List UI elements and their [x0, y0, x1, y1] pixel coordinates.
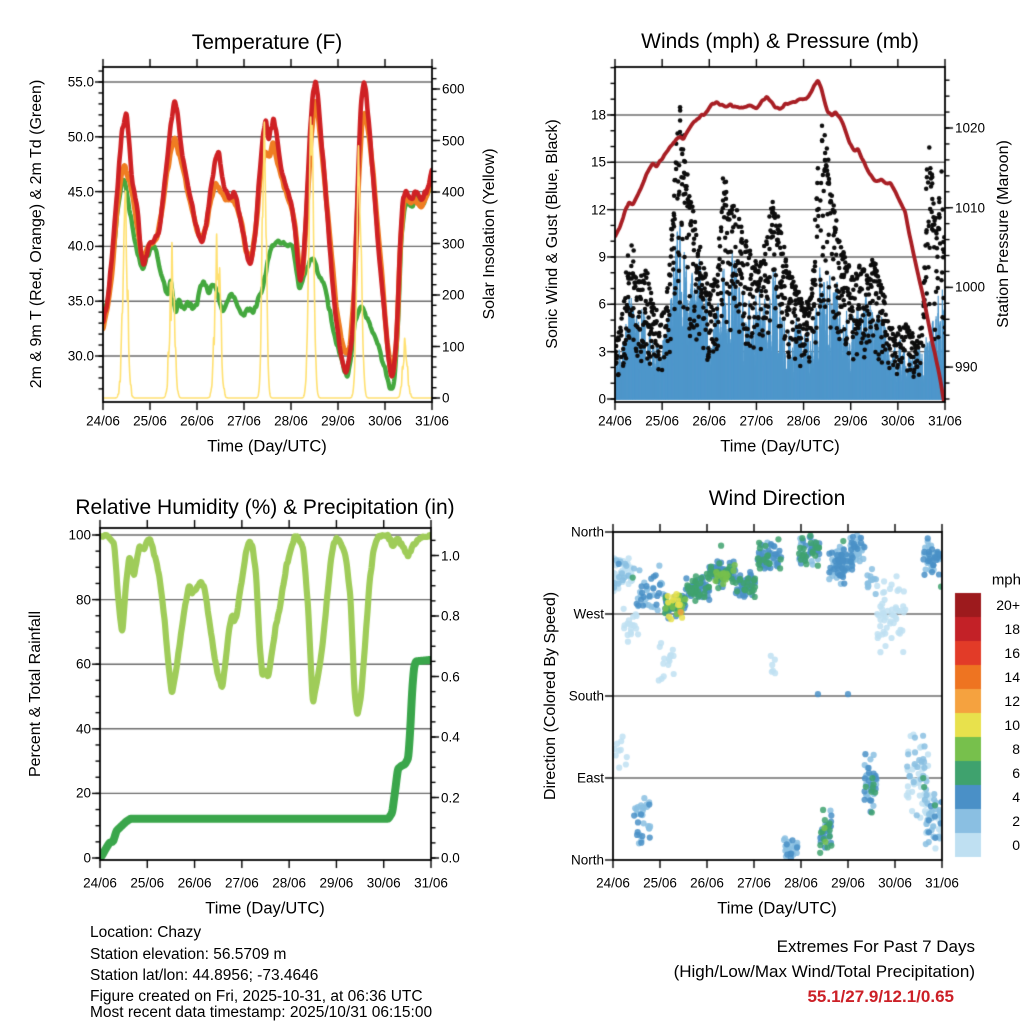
colorbar-tick-label: 0 [1012, 837, 1020, 853]
y-tick-label-right: 0.2 [441, 790, 460, 805]
colorbar-tick-label: 20+ [996, 597, 1020, 613]
x-tick-label: 29/06 [833, 413, 868, 429]
y-axis-label-wind-left: Sonic Wind & Gust (Blue, Black) [544, 119, 561, 349]
chart-title-humidity-precip: Relative Humidity (%) & Precipitation (in) [75, 496, 455, 519]
y-tick-label-left: West [573, 606, 604, 622]
x-axis-label-humidity: Time (Day/UTC) [205, 899, 325, 918]
y-tick-label-left: 60 [75, 656, 91, 672]
y-tick-label-left: 3 [598, 344, 606, 360]
y-tick-label-right: 500 [442, 133, 465, 148]
chart-title-wind-direction: Wind Direction [708, 487, 846, 510]
footer-latlon: Station lat/lon: 44.8956; -73.4646 [90, 967, 319, 984]
x-tick-label: 28/06 [272, 875, 307, 891]
x-tick-label: 25/06 [645, 413, 680, 429]
x-tick-label: 29/06 [831, 875, 865, 891]
x-tick-label: 26/06 [180, 413, 214, 429]
y-tick-label-left: 0 [83, 850, 91, 866]
extremes-values: 55.1/27.9/12.1/0.65 [807, 987, 954, 1006]
footer-timestamp: Most recent data timestamp: 2025/10/31 06:15:00 [90, 1004, 433, 1021]
x-tick-label: 25/06 [133, 413, 167, 429]
y-tick-label-right: 600 [442, 81, 465, 97]
y-axis-label-pressure-right: Station Pressure (Maroon) [995, 140, 1012, 328]
x-tick-label: 31/06 [415, 413, 449, 429]
y-axis-label-percent-rain: Percent & Total Rainfall [27, 610, 44, 778]
y-tick-label-right: 1.0 [441, 548, 460, 563]
x-tick-label: 30/06 [878, 875, 912, 891]
y-axis-label-temp-left: 2m & 9m T (Red, Orange) & 2m Td (Green) [28, 79, 45, 389]
x-tick-label: 26/06 [690, 875, 724, 891]
y-tick-label-left: 50.0 [67, 129, 94, 145]
y-tick-label-left: 100 [68, 527, 91, 543]
y-tick-label-right: 0.6 [441, 669, 460, 684]
x-tick-label: 25/06 [643, 875, 677, 891]
colorbar-title: mph [991, 571, 1021, 589]
y-tick-label-left: 0 [598, 391, 606, 407]
y-tick-label-right: 400 [442, 184, 465, 200]
y-tick-label-right: 1000 [955, 279, 986, 295]
x-tick-label: 24/06 [596, 875, 630, 891]
y-tick-label-right: 300 [442, 236, 465, 251]
x-tick-label: 24/06 [86, 413, 120, 429]
x-tick-label: 24/06 [83, 875, 117, 891]
colorbar-tick-label: 8 [1012, 741, 1020, 757]
y-tick-label-left: South [568, 688, 604, 704]
x-axis-label-temp: Time (Day/UTC) [207, 437, 327, 456]
y-tick-label-right: 0.0 [441, 850, 460, 866]
footer-location: Location: Chazy [90, 924, 202, 941]
x-tick-label: 29/06 [321, 413, 355, 429]
chart-title-temperature: Temperature (F) [191, 31, 343, 54]
y-tick-label-left: 9 [598, 249, 606, 265]
y-tick-label-left: 45.0 [67, 184, 94, 200]
y-tick-label-left: North [570, 852, 604, 868]
x-tick-label: 30/06 [880, 413, 915, 429]
x-tick-label: 30/06 [368, 413, 402, 429]
y-tick-label-left: 40.0 [67, 238, 94, 254]
x-tick-label: 28/06 [786, 413, 821, 429]
x-axis-label-winds: Time (Day/UTC) [720, 437, 840, 456]
colorbar-tick-label: 12 [1004, 693, 1020, 709]
y-tick-label-left: 30.0 [67, 348, 94, 364]
x-tick-label: 31/06 [414, 875, 448, 891]
y-tick-label-right: 200 [442, 287, 465, 303]
x-tick-label: 24/06 [598, 413, 632, 429]
colorbar-tick-label: 10 [1004, 717, 1020, 733]
y-tick-label-left: 55.0 [67, 74, 94, 90]
x-tick-label: 27/06 [227, 413, 261, 429]
x-tick-label: 25/06 [130, 875, 165, 891]
y-tick-label-right: 0 [442, 390, 450, 406]
y-axis-label-direction: Direction (Colored By Speed) [542, 591, 559, 801]
x-tick-label: 27/06 [224, 875, 259, 891]
x-tick-label: 26/06 [177, 875, 212, 891]
colorbar-tick-label: 14 [1004, 669, 1020, 685]
y-tick-label-left: 20 [75, 785, 91, 801]
colorbar-tick-label: 2 [1012, 813, 1020, 829]
x-tick-label: 31/06 [925, 875, 959, 891]
y-tick-label-left: 18 [590, 107, 606, 123]
y-tick-label-left: 15 [590, 154, 606, 170]
y-tick-label-right: 100 [442, 339, 465, 354]
y-tick-label-left: East [576, 770, 604, 786]
extremes-subheading: (High/Low/Max Wind/Total Precipitation) [673, 962, 975, 981]
colorbar-tick-label: 6 [1012, 765, 1020, 781]
x-tick-label: 30/06 [366, 875, 401, 891]
y-tick-label-left: 35.0 [67, 293, 94, 309]
x-tick-label: 31/06 [928, 413, 962, 429]
y-tick-label-left: 80 [75, 592, 91, 608]
y-tick-label-right: 0.8 [441, 608, 460, 624]
y-tick-label-right: 1010 [955, 200, 986, 216]
y-tick-label-right: 990 [955, 359, 978, 375]
x-tick-label: 27/06 [737, 875, 771, 891]
colorbar-tick-label: 16 [1004, 645, 1020, 661]
footer-elevation: Station elevation: 56.5709 m [90, 946, 287, 963]
x-tick-label: 28/06 [274, 413, 308, 429]
x-tick-label: 26/06 [692, 413, 727, 429]
y-tick-label-right: 0.4 [441, 729, 460, 745]
chart-title-winds-pressure: Winds (mph) & Pressure (mb) [641, 30, 919, 53]
y-axis-label-solar-right: Solar Insolation (Yellow) [481, 148, 498, 320]
x-tick-label: 27/06 [739, 413, 774, 429]
colorbar-tick-label: 18 [1004, 621, 1020, 637]
y-tick-label-left: 40 [75, 721, 91, 737]
y-tick-label-right: 1020 [955, 120, 986, 136]
x-tick-label: 28/06 [784, 875, 818, 891]
colorbar-tick-label: 4 [1012, 789, 1020, 805]
footer-created: Figure created on Fri, 2025-10-31, at 06:36 UTC [90, 988, 423, 1005]
x-axis-label-winddir: Time (Day/UTC) [717, 899, 837, 918]
y-tick-label-left: 12 [590, 202, 606, 218]
x-tick-label: 29/06 [319, 875, 354, 891]
y-tick-label-left: 6 [598, 296, 606, 312]
y-tick-label-left: North [570, 524, 604, 540]
extremes-heading: Extremes For Past 7 Days [776, 937, 975, 956]
